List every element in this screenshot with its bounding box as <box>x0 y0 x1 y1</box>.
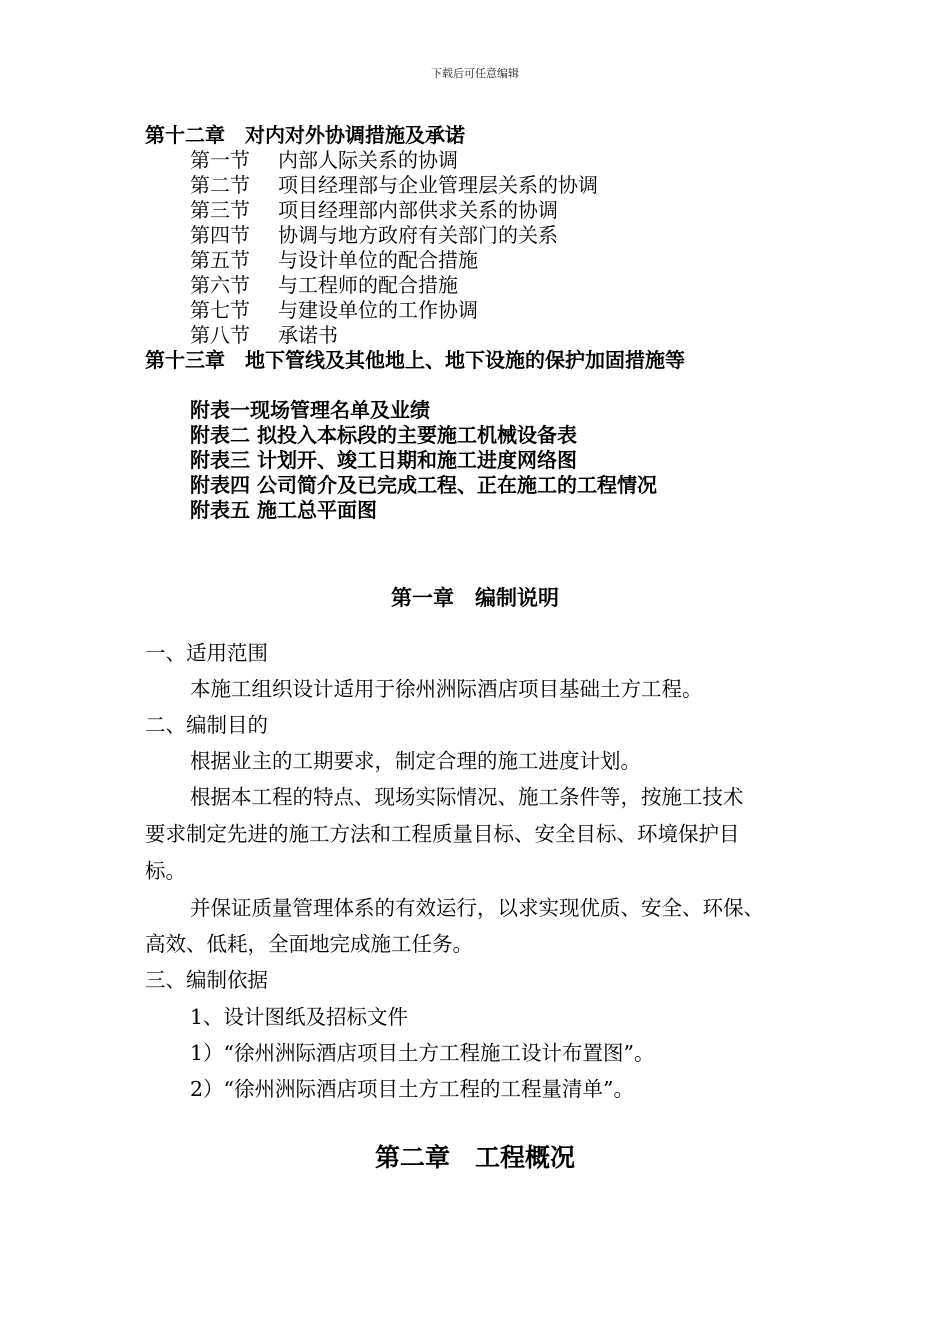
purpose-paragraph-1: 根据业主的工期要求，制定合理的施工进度计划。 <box>190 749 641 773</box>
toc-chapter-title: 地下管线及其他地上、地下设施的保护加固措施等 <box>245 348 685 372</box>
purpose-paragraph-3-line-1: 并保证质量管理体系的有效运行，以求实现优质、安全、环保、 <box>190 896 764 920</box>
purpose-paragraph-2-line-2: 要求制定先进的施工方法和工程质量目标、安全目标、环境保护目 <box>145 822 740 846</box>
toc-section <box>190 173 598 198</box>
toc-section-title: 承诺书 <box>278 323 338 347</box>
basis-item-1a: 1）“徐州洲际酒店项目土方工程施工设计布置图”。 <box>190 1041 655 1065</box>
purpose-paragraph-3-line-2: 高效、低耗，全面地完成施工任务。 <box>145 932 473 956</box>
toc-section-title: 与设计单位的配合措施 <box>278 248 478 272</box>
basis-item-1b: 2）“徐州洲际酒店项目土方工程的工程量清单”。 <box>190 1077 635 1101</box>
toc-section <box>190 298 478 323</box>
toc-chapter-13 <box>145 348 685 373</box>
toc-section-number: 第三节 <box>190 198 250 222</box>
toc-chapter-title: 对内对外协调措施及承诺 <box>245 123 465 147</box>
toc-section <box>190 198 558 223</box>
section-heading-scope: 一、适用范围 <box>145 641 268 665</box>
toc-section-number: 第六节 <box>190 273 250 297</box>
toc-section-title: 项目经理部内部供求关系的协调 <box>278 198 558 222</box>
toc-section-number: 第八节 <box>190 323 250 347</box>
toc-appendix-3: 附表三 计划开、竣工日期和施工进度网络图 <box>190 448 577 472</box>
toc-section-number: 第一节 <box>190 148 250 172</box>
chapter-1-title: 第一章 编制说明 <box>391 585 559 610</box>
toc-section-title: 内部人际关系的协调 <box>278 148 458 172</box>
toc-section-title: 与工程师的配合措施 <box>278 273 458 297</box>
toc-section-title: 与建设单位的工作协调 <box>278 298 478 322</box>
toc-chapter-12 <box>145 123 465 148</box>
toc-chapter-number: 第十三章 <box>145 348 225 372</box>
purpose-paragraph-2-line-3: 标。 <box>145 859 186 883</box>
toc-section-number: 第二节 <box>190 173 250 197</box>
toc-section-number: 第五节 <box>190 248 250 272</box>
page-header-note: 下载后可任意编辑 <box>431 67 519 80</box>
toc-section-number: 第四节 <box>190 223 250 247</box>
toc-section <box>190 148 458 173</box>
toc-section <box>190 323 338 348</box>
toc-section-number: 第七节 <box>190 298 250 322</box>
purpose-paragraph-2-line-1: 根据本工程的特点、现场实际情况、施工条件等，按施工技术 <box>190 785 744 809</box>
toc-section-title: 协调与地方政府有关部门的关系 <box>278 223 558 247</box>
toc-appendix-1: 附表一现场管理名单及业绩 <box>190 398 430 422</box>
basis-item-1: 1、设计图纸及招标文件 <box>190 1005 409 1029</box>
section-heading-basis: 三、编制依据 <box>145 968 268 992</box>
toc-section-title: 项目经理部与企业管理层关系的协调 <box>278 173 598 197</box>
toc-section <box>190 248 478 273</box>
toc-appendix-2: 附表二 拟投入本标段的主要施工机械设备表 <box>190 423 577 447</box>
toc-section <box>190 273 458 298</box>
toc-appendix-4: 附表四 公司简介及已完成工程、正在施工的工程情况 <box>190 473 657 497</box>
scope-paragraph: 本施工组织设计适用于徐州洲际酒店项目基础土方工程。 <box>190 677 703 701</box>
chapter-2-title: 第二章 工程概况 <box>374 1143 575 1172</box>
toc-section <box>190 223 558 248</box>
toc-chapter-number: 第十二章 <box>145 123 225 147</box>
toc-appendix-5: 附表五 施工总平面图 <box>190 498 377 522</box>
section-heading-purpose: 二、编制目的 <box>145 713 268 737</box>
